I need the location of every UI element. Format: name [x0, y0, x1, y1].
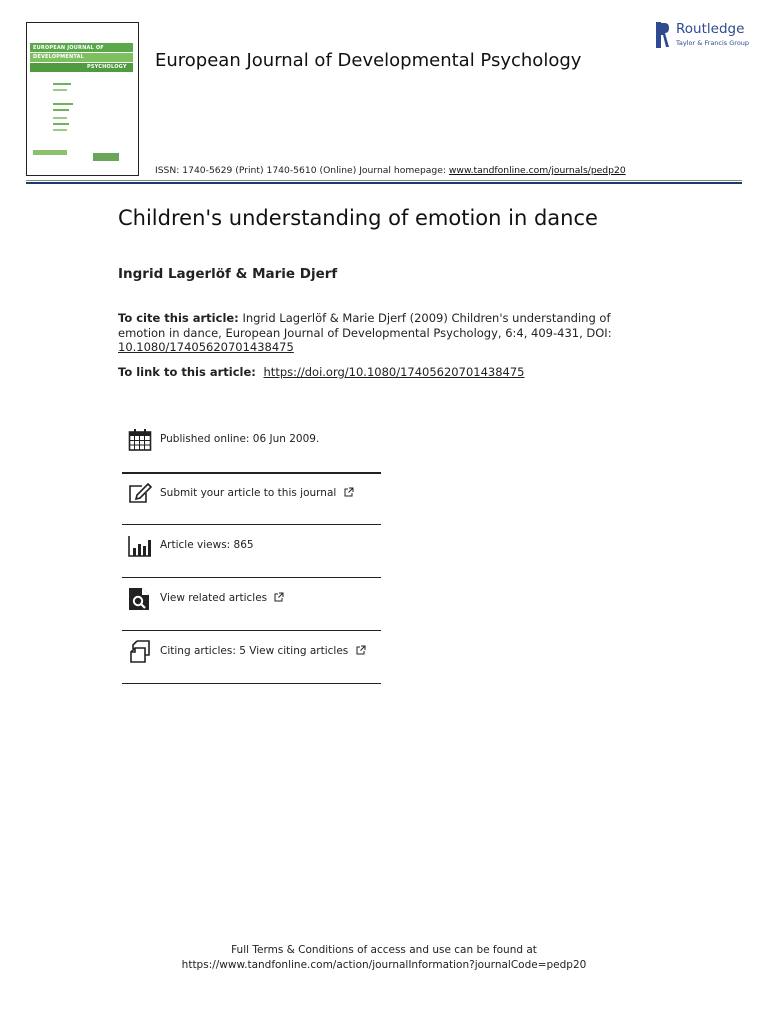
- submit-article-link[interactable]: [160, 487, 354, 499]
- cover-line: [53, 123, 69, 125]
- journal-title: European Journal of Developmental Psychology: [155, 50, 582, 71]
- external-link-icon: [356, 645, 366, 655]
- header-divider-accent: [26, 182, 742, 184]
- edit-icon: [128, 482, 152, 506]
- published-row: [122, 425, 381, 467]
- citation-block: [118, 311, 618, 355]
- meta-divider: [122, 630, 381, 631]
- related-articles-label: View related articles: [160, 592, 268, 604]
- header-divider: [26, 180, 742, 181]
- cite-doi-link[interactable]: 10.1080/17405620701438475: [118, 340, 294, 354]
- published-date: Published online: 06 Jun 2009.: [160, 433, 320, 445]
- cover-line: [53, 109, 69, 111]
- publisher-name: Routledge: [676, 21, 745, 37]
- cover-line: [53, 83, 71, 85]
- citing-icon: [128, 640, 152, 664]
- cite-label: To cite this article:: [118, 311, 239, 325]
- meta-divider: [122, 683, 381, 684]
- routledge-r-icon: [656, 22, 670, 48]
- cover-line: [53, 117, 67, 119]
- link-label: To link to this article:: [118, 365, 256, 379]
- cover-graphic: [93, 153, 119, 161]
- footer-line: Full Terms & Conditions of access and use can be found at: [231, 944, 537, 956]
- cover-title-line: EUROPEAN JOURNAL OF: [33, 45, 104, 51]
- calendar-icon: [128, 428, 152, 452]
- cover-line: [53, 129, 67, 131]
- publisher-subtitle: Taylor & Francis Group: [676, 39, 750, 47]
- citing-articles-link[interactable]: [160, 645, 366, 657]
- related-articles-row[interactable]: [122, 584, 381, 626]
- article-views-row: [122, 531, 381, 573]
- meta-divider: [122, 472, 381, 474]
- article-link-line: [118, 365, 524, 379]
- citing-articles-label: Citing articles: 5 View citing articles: [160, 645, 349, 657]
- meta-divider: [122, 577, 381, 578]
- article-title: Children's understanding of emotion in dance: [118, 206, 598, 230]
- search-document-icon: [128, 587, 152, 611]
- cover-title-line: PSYCHOLOGY: [87, 64, 127, 70]
- bar-chart-icon: [128, 534, 152, 558]
- cover-line: [53, 89, 67, 91]
- article-doi-link[interactable]: https://doi.org/10.1080/17405620701438475: [263, 365, 525, 379]
- submit-article-row[interactable]: [122, 479, 381, 521]
- cite-text: Ingrid Lagerlöf & Marie Djerf (2009) Children's understanding of emotion in dance, European Journal of Developmental Psychology, 6:4, 409-431, DOI:: [118, 311, 612, 340]
- cover-title-line: DEVELOPMENTAL: [33, 54, 85, 60]
- article-authors: Ingrid Lagerlöf & Marie Djerf: [118, 266, 338, 282]
- publisher-logo: [656, 21, 750, 51]
- cover-publisher-logo: [33, 150, 67, 155]
- issn-text: ISSN: 1740-5629 (Print) 1740-5610 (Online) Journal homepage:: [155, 165, 446, 176]
- citing-articles-row[interactable]: [122, 637, 381, 679]
- footer-terms-link[interactable]: https://www.tandfonline.com/action/journalInformation?journalCode=pedp20: [181, 959, 587, 971]
- submit-article-label: Submit your article to this journal: [160, 487, 337, 499]
- issn-line: [155, 165, 626, 176]
- meta-divider: [122, 524, 381, 525]
- journal-cover: [26, 22, 139, 176]
- footer-terms: [0, 943, 768, 973]
- journal-homepage-link[interactable]: www.tandfonline.com/journals/pedp20: [448, 165, 626, 176]
- external-link-icon: [344, 487, 354, 497]
- article-views: Article views: 865: [160, 539, 254, 551]
- related-articles-link[interactable]: [160, 592, 284, 604]
- external-link-icon: [274, 592, 284, 602]
- cover-line: [53, 103, 73, 105]
